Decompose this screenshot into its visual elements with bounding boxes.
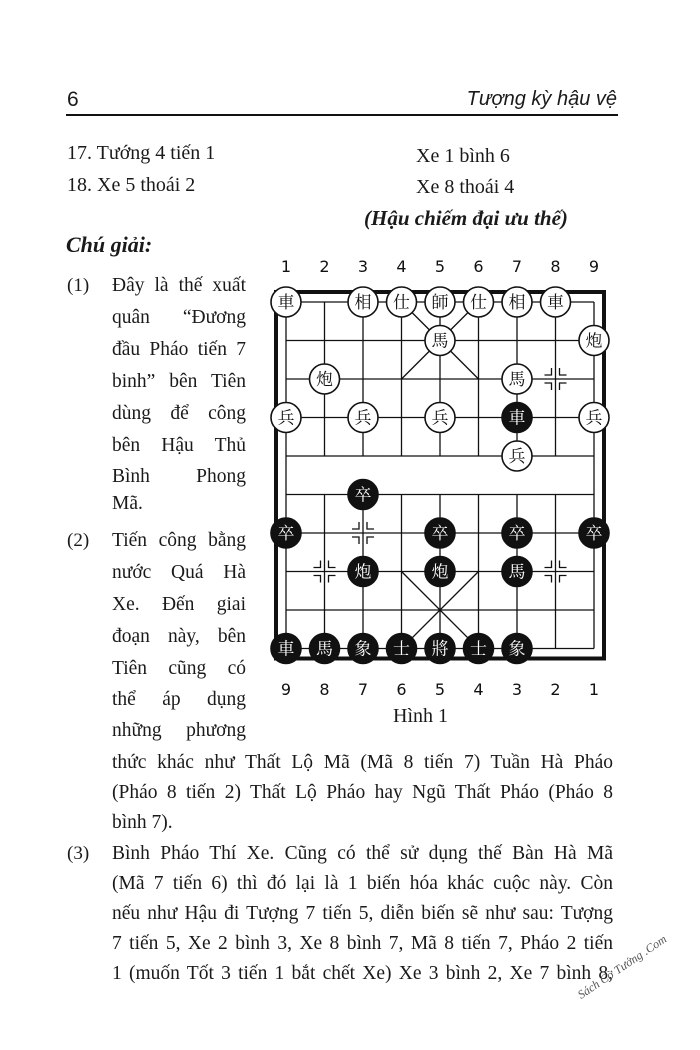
top-file-label: 9 — [588, 257, 600, 276]
red-piece-glyph: 兵 — [585, 408, 603, 429]
black-piece-glyph: 炮 — [354, 562, 372, 583]
note-2-line: nước Quá Hà — [112, 562, 246, 583]
note-1-line: Bình Phong — [112, 466, 246, 487]
position-mark — [367, 537, 374, 544]
bottom-file-label: 9 — [280, 680, 292, 699]
red-piece-glyph: 馬 — [508, 370, 526, 390]
top-file-label: 2 — [319, 257, 330, 276]
red-piece-glyph: 炮 — [316, 370, 333, 390]
verdict: (Hậu chiếm đại ưu thế) — [364, 206, 568, 230]
note-1-line: Mã. — [112, 493, 143, 514]
red-piece-glyph: 炮 — [585, 331, 603, 352]
top-file-label: 6 — [473, 257, 484, 276]
note-3-number: (3) — [67, 843, 90, 864]
note-2-line: những phương — [112, 720, 246, 741]
position-mark — [560, 383, 567, 390]
bottom-file-label: 8 — [319, 680, 330, 699]
top-file-label: 5 — [434, 257, 446, 276]
note-1-line: dùng để công — [112, 403, 246, 424]
position-mark — [329, 576, 336, 583]
black-piece-glyph: 卒 — [431, 524, 449, 544]
position-mark — [329, 561, 336, 568]
position-mark — [352, 537, 359, 544]
bottom-file-label: 4 — [473, 680, 484, 699]
note-2-line: Tiến công bằng — [112, 530, 246, 551]
black-piece-glyph: 卒 — [585, 524, 603, 544]
red-piece-glyph: 車 — [277, 293, 295, 313]
bottom-file-label: 3 — [511, 680, 523, 699]
black-piece-glyph: 車 — [508, 408, 526, 429]
note-3-line: 1 (muốn Tốt 3 tiến 1 bắt chết Xe) Xe 3 bình 2, Xe 7 bình 8, — [112, 963, 613, 984]
red-piece-glyph: 相 — [508, 293, 526, 313]
note-2-line: thức khác như Thất Lộ Mã (Mã 8 tiến 7) Tuần Hà Pháo — [112, 752, 613, 773]
black-piece-glyph: 馬 — [508, 562, 526, 583]
red-piece-glyph: 兵 — [431, 408, 449, 429]
note-1-number: (1) — [67, 275, 90, 296]
black-piece-glyph: 士 — [393, 639, 410, 660]
position-mark — [314, 561, 321, 568]
black-piece-glyph: 士 — [470, 639, 487, 660]
move-18-left: 18. Xe 5 thoái 2 — [67, 174, 196, 196]
red-piece-glyph: 車 — [547, 293, 564, 313]
red-piece-glyph: 仕 — [393, 293, 410, 313]
position-mark — [560, 368, 567, 375]
bottom-file-label: 7 — [357, 680, 369, 699]
position-mark — [545, 561, 552, 568]
move-17-left: 17. Tướng 4 tiến 1 — [67, 142, 216, 164]
position-mark — [367, 522, 374, 529]
bottom-file-label: 2 — [550, 680, 561, 699]
note-1-line: đầu Pháo tiến 7 — [112, 339, 246, 360]
move-17-right: Xe 1 bình 6 — [416, 145, 510, 167]
note-3-line: (Mã 7 tiến 6) thì đó lại là 1 biến hóa khác cuộc này. Còn — [112, 873, 613, 894]
note-3-line: 7 tiến 5, Xe 2 bình 3, Xe 8 bình 7, Mã 8 tiến 7, Pháo 2 tiến — [112, 933, 613, 954]
notes-heading: Chú giải: — [66, 232, 153, 257]
top-file-label: 1 — [280, 257, 292, 276]
black-piece-glyph: 象 — [354, 639, 372, 660]
black-piece-glyph: 卒 — [277, 524, 295, 544]
black-piece-glyph: 馬 — [316, 639, 333, 660]
top-file-label: 4 — [396, 257, 407, 276]
position-mark — [545, 576, 552, 583]
red-piece-glyph: 兵 — [277, 408, 295, 429]
note-1-line: bên Hậu Thủ — [112, 435, 246, 456]
top-file-label: 7 — [511, 257, 523, 276]
top-file-label: 3 — [357, 257, 369, 276]
note-1-line: quân “Đương — [112, 307, 246, 328]
black-piece-glyph: 象 — [508, 639, 526, 660]
red-piece-glyph: 兵 — [354, 408, 372, 429]
red-piece-glyph: 兵 — [508, 447, 526, 467]
red-piece-glyph: 仕 — [470, 293, 487, 313]
position-mark — [352, 522, 359, 529]
note-2-line: (Pháo 8 tiến 2) Thất Lộ Pháo hay Ngũ Thất Pháo (Pháo 8 — [112, 782, 613, 803]
position-mark — [545, 368, 552, 375]
note-3-line: nếu như Hậu đi Tượng 7 tiến 5, diễn biến sẽ như sau: Tượng — [112, 903, 613, 924]
position-mark — [560, 576, 567, 583]
note-2-number: (2) — [67, 530, 90, 551]
position-mark — [545, 383, 552, 390]
bottom-file-label: 5 — [434, 680, 446, 699]
running-title: Tượng kỳ hậu vệ — [466, 88, 617, 110]
move-18-right: Xe 8 thoái 4 — [416, 176, 515, 198]
black-piece-glyph: 卒 — [354, 485, 372, 506]
header-rule — [66, 114, 618, 116]
red-piece-glyph: 馬 — [431, 331, 449, 352]
position-mark — [314, 576, 321, 583]
red-piece-glyph: 師 — [431, 293, 449, 313]
black-piece-glyph: 炮 — [431, 562, 449, 583]
note-2-line: bình 7). — [112, 812, 173, 833]
note-2-line: thể áp dụng — [112, 689, 246, 710]
position-mark — [560, 561, 567, 568]
note-2-line: Tiên cũng có — [112, 658, 246, 679]
bottom-file-label: 6 — [396, 680, 407, 699]
top-file-label: 8 — [550, 257, 561, 276]
note-1-line: binh” bên Tiên — [112, 371, 246, 392]
page-number: 6 — [67, 88, 79, 111]
figure-caption: Hình 1 — [393, 705, 448, 727]
black-piece-glyph: 將 — [431, 639, 449, 660]
black-piece-glyph: 卒 — [508, 524, 526, 544]
bottom-file-label: 1 — [588, 680, 600, 699]
note-2-line: đoạn này, bên — [112, 626, 246, 647]
xiangqi-board-figure — [265, 255, 615, 725]
watermark: Sách Cờ Tướng .Com — [575, 931, 670, 1002]
note-1-line: Đây là thế xuất — [112, 275, 246, 296]
black-piece-glyph: 車 — [277, 639, 295, 660]
xiangqi-board — [265, 255, 615, 725]
note-3-line: Bình Pháo Thí Xe. Cũng có thể sử dụng thế Bàn Hà Mã — [112, 843, 613, 864]
red-piece-glyph: 相 — [354, 293, 372, 313]
note-2-line: Xe. Đến giai — [112, 594, 246, 615]
